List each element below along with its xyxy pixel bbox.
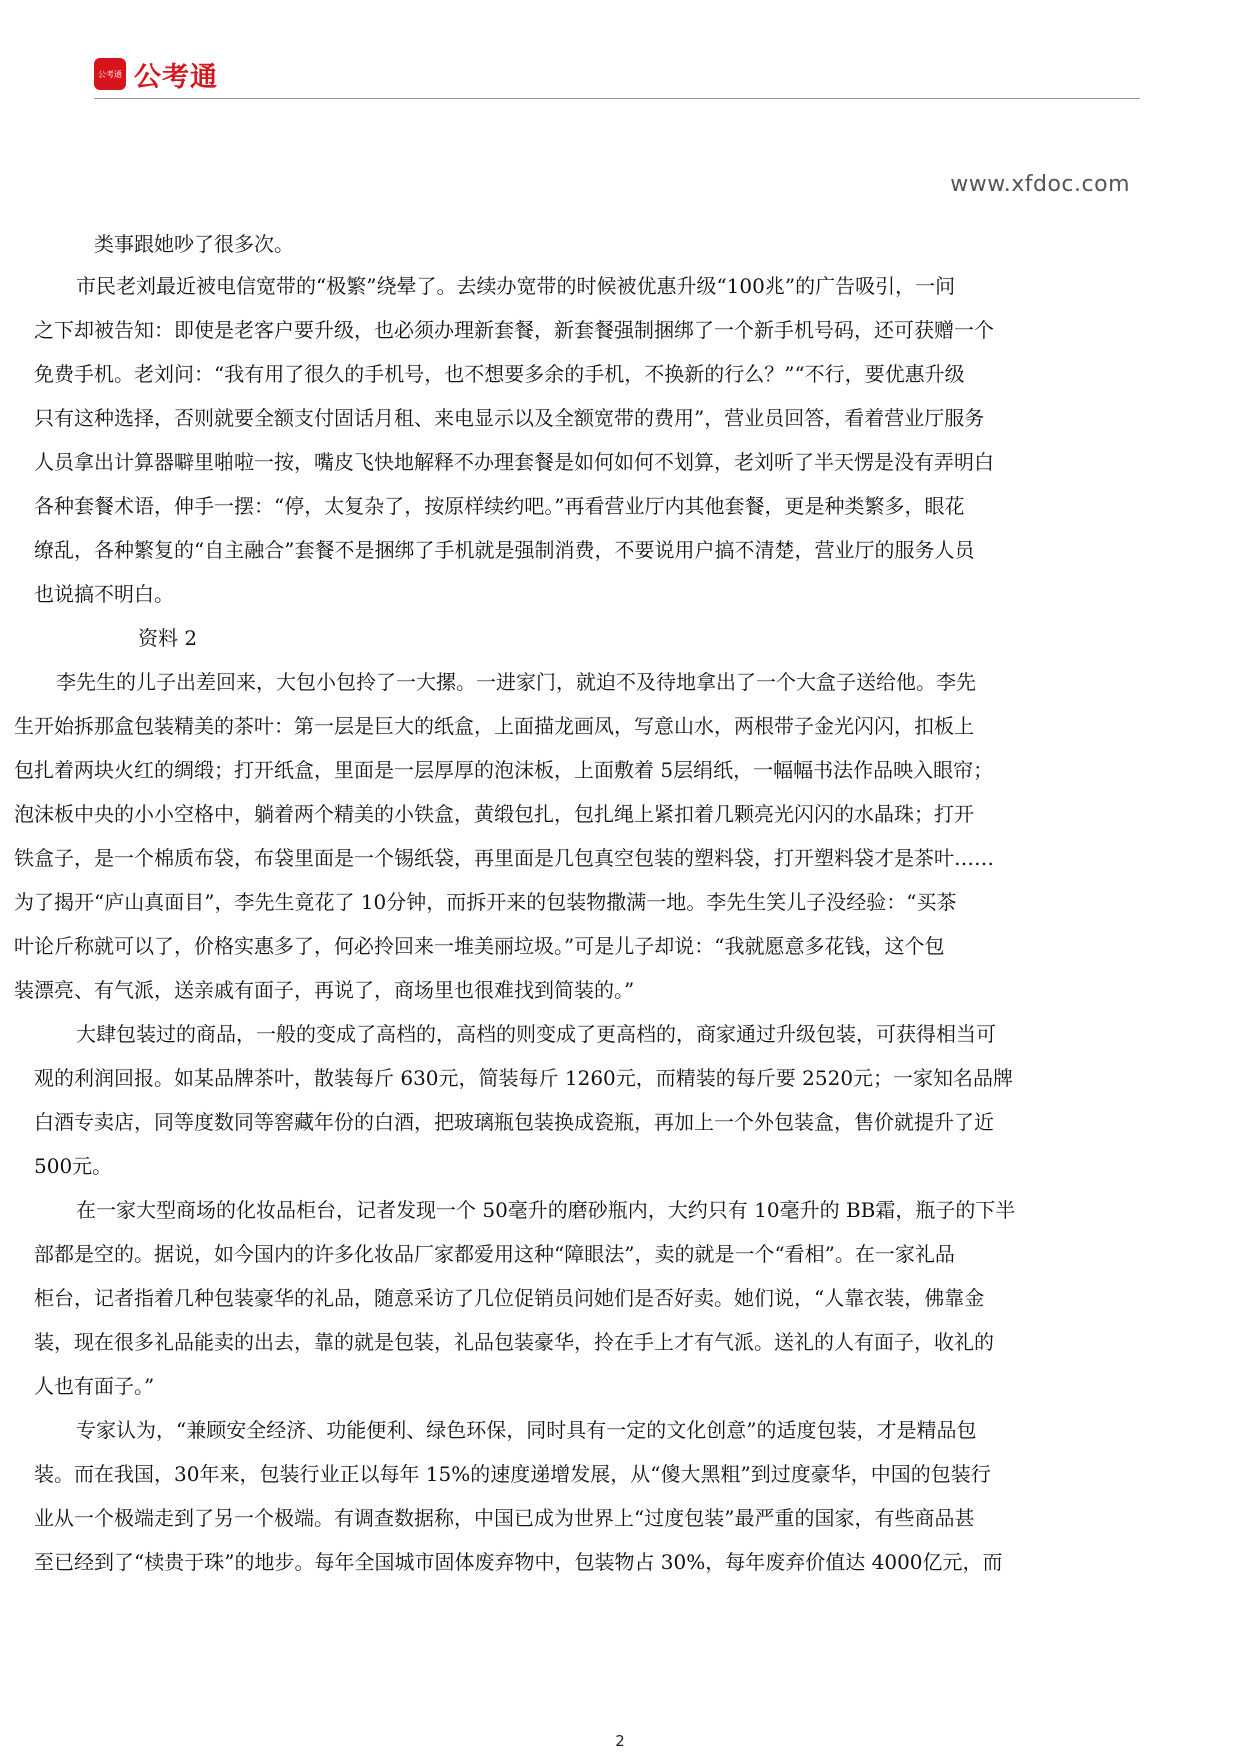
page-header <box>94 58 1140 99</box>
text-line: 泡沫板中央的小小空格中，躺着两个精美的小铁盒，黄缎包扎，包扎绳上紧扣着几颗亮光闪闪的水晶珠；打开 <box>14 802 974 826</box>
text-line: 白酒专卖店，同等度数同等窖藏年份的白酒，把玻璃瓶包装换成瓷瓶，再加上一个外包装盒，售价就提升了近 <box>34 1110 994 1134</box>
text-line: 大肆包装过的商品，一般的变成了高档的，高档的则变成了更高档的，商家通过升级包装，可获得相当可 <box>76 1022 996 1046</box>
text-line: 装，现在很多礼品能卖的出去，靠的就是包装，礼品包装豪华，拎在手上才有气派。送礼的人有面子，收礼的 <box>34 1330 994 1354</box>
text-line: 只有这种选择，否则就要全额支付固话月租、来电显示以及全额宽带的费用”，营业员回答，看着营业厅服务 <box>34 406 985 430</box>
text-line: 在一家大型商场的化妆品柜台，记者发现一个 50毫升的磨砂瓶内，大约只有 10毫升的 BB霜，瓶子的下半 <box>76 1198 1016 1222</box>
text-line: 为了揭开“庐山真面目”，李先生竟花了 10分钟，而拆开来的包装物撒满一地。李先生笑儿子没经验：“买茶 <box>14 890 957 914</box>
text-line: 包扎着两块火红的绸缎；打开纸盒，里面是一层厚厚的泡沫板，上面敷着 5层绢纸，一幅幅书法作品映入眼帘； <box>14 758 994 782</box>
text-line: 生开始拆那盒包装精美的茶叶：第一层是巨大的纸盒，上面描龙画凤，写意山水，两根带子金光闪闪，扣板上 <box>14 714 974 738</box>
logo-badge: 公考通 <box>94 58 126 90</box>
text-line: 部都是空的。据说，如今国内的许多化妆品厂家都爱用这种“障眼法”，卖的就是一个“看相”。在一家礼品 <box>34 1242 955 1266</box>
text-line: 缭乱，各种繁复的“自主融合”套餐不是捆绑了手机就是强制消费，不要说用户搞不清楚，营业厅的服务人员 <box>34 538 975 562</box>
text-line: 叶论斤称就可以了，价格实惠多了，何必拎回来一堆美丽垃圾。”可是儿子却说：“我就愿意多花钱，这个包 <box>14 934 945 958</box>
text-line: 之下却被告知：即使是老客户要升级，也必须办理新套餐，新套餐强制捆绑了一个新手机号码，还可获赠一个 <box>34 318 994 342</box>
text-line: 人员拿出计算器噼里啪啦一按，嘴皮飞快地解释不办理套餐是如何如何不划算，老刘听了半天愣是没有弄明白 <box>34 450 994 474</box>
text-line: 李先生的儿子出差回来，大包小包拎了一大摞。一进家门，就迫不及待地拿出了一个大盒子送给他。李先 <box>56 670 976 694</box>
text-line: 市民老刘最近被电信宽带的“极繁”绕晕了。去续办宽带的时候被优惠升级“100兆”的广告吸引，一问 <box>76 274 956 298</box>
text-line: 铁盒子，是一个棉质布袋，布袋里面是一个锡纸袋，再里面是几包真空包装的塑料袋，打开塑料袋才是茶叶…… <box>14 846 994 870</box>
text-line: 500元。 <box>34 1154 113 1178</box>
text-line: 也说搞不明白。 <box>34 582 174 606</box>
text-line: 装漂亮、有气派，送亲戚有面子，再说了，商场里也很难找到简装的。” <box>14 978 635 1002</box>
page-number: 2 <box>615 1732 625 1750</box>
text-line: 柜台，记者指着几种包装豪华的礼品，随意采访了几位促销员问她们是否好卖。她们说，“人靠衣装，佛靠金 <box>34 1286 985 1310</box>
section-heading: 资料 2 <box>138 626 198 650</box>
text-line: 专家认为，“兼顾安全经济、功能便利、绿色环保，同时具有一定的文化创意”的适度包装，才是精品包 <box>76 1418 977 1442</box>
text-line: 各种套餐术语，伸手一摆：“停，太复杂了，按原样续约吧。”再看营业厅内其他套餐，更是种类繁多，眼花 <box>34 494 965 518</box>
logo-text: 公考通 <box>134 62 218 93</box>
text-line: 装。而在我国，30年来，包装行业正以每年 15%的速度递增发展，从“傻大黑粗”到过度豪华，中国的包装行 <box>34 1462 991 1486</box>
text-line: 人也有面子。” <box>34 1374 155 1398</box>
text-line: 业从一个极端走到了另一个极端。有调查数据称，中国已成为世界上“过度包装”最严重的国家，有些商品甚 <box>34 1506 975 1530</box>
text-line: 免费手机。老刘问：“我有用了很久的手机号，也不想要多余的手机，不换新的行么？”“不行，要优惠升级 <box>34 362 965 386</box>
site-url: www.xfdoc.com <box>950 172 1130 197</box>
text-line: 至已经到了“椟贵于珠”的地步。每年全国城市固体废弃物中，包装物占 30%，每年废弃价值达 4000亿元，而 <box>34 1550 1003 1574</box>
text-line: 类事跟她吵了很多次。 <box>94 232 294 256</box>
text-line: 观的利润回报。如某品牌茶叶，散装每斤 630元，简装每斤 1260元，而精装的每斤要 2520元；一家知名品牌 <box>34 1066 1014 1090</box>
